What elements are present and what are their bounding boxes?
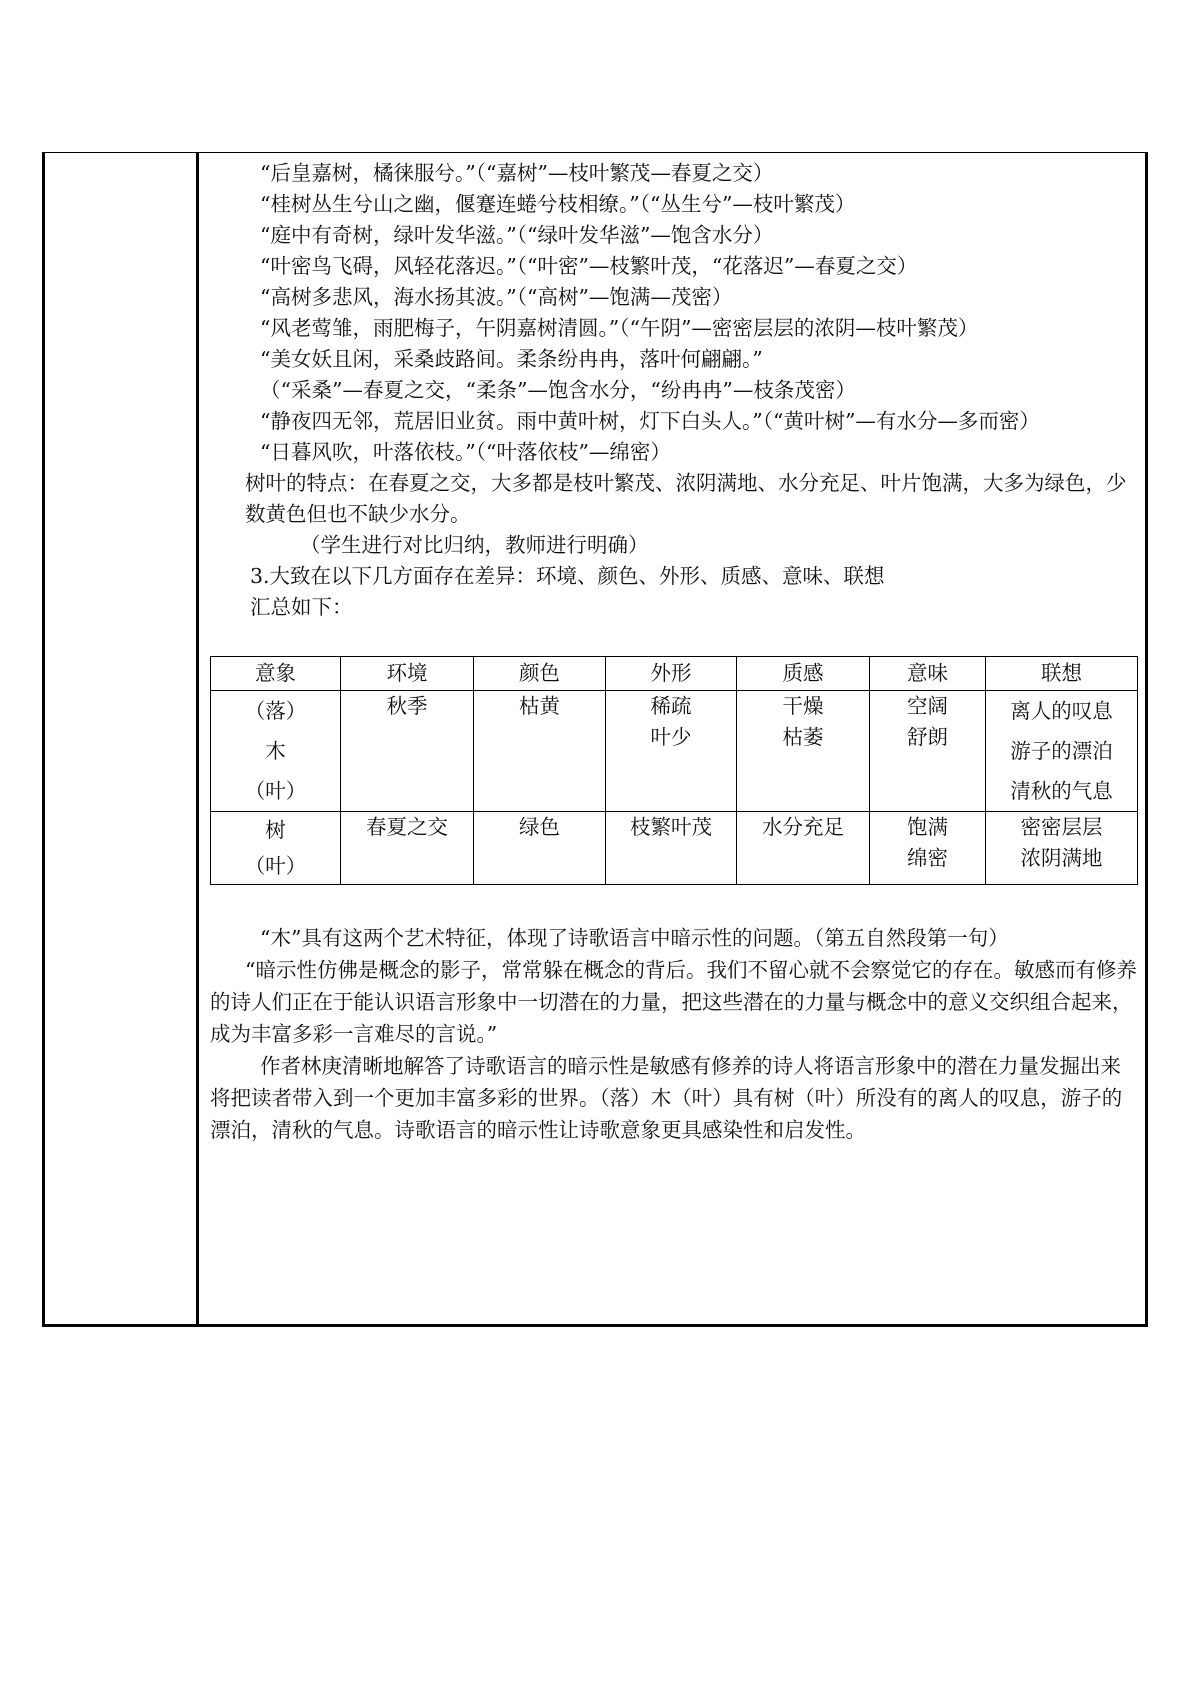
cell-line: 枯萎: [782, 725, 824, 749]
color-cell: 枯黄: [474, 691, 606, 812]
table-header: 联想: [986, 657, 1138, 691]
table-header: 意象: [211, 657, 341, 691]
color-cell: 绿色: [474, 812, 606, 885]
image-cell: [211, 812, 341, 885]
table-row: [211, 691, 1138, 812]
point-3: 3.大致在以下几方面存在差异：环境、颜色、外形、质感、意味、联想: [250, 564, 885, 588]
shape-cell: [606, 691, 737, 812]
summary-intro: 汇总如下：: [250, 595, 353, 619]
cell-line: 叶少: [650, 725, 692, 749]
column-divider: [196, 152, 199, 1327]
table-header: 意味: [870, 657, 986, 691]
poem-examples: [210, 158, 1140, 623]
cell-line: 清秋的气息: [1010, 779, 1113, 803]
meaning-cell: [870, 812, 986, 885]
cell-line: 离人的叹息: [1010, 699, 1113, 723]
cell-line: 绵密: [907, 846, 948, 870]
table-header-row: [211, 657, 1138, 691]
quote-paragraph: “暗示性仿佛是概念的影子，常常躲在概念的背后。我们不留心就不会察觉它的存在。敏感而有修养的诗人们正在于能认识语言形象中一切潜在的力量，把这些潜在的力量与概念中的意义交织组合起来，成为丰富多彩一言难尽的言说。”: [210, 958, 1137, 1046]
texture-cell: 水分充足: [737, 812, 870, 885]
poem-line: “后皇嘉树，橘徕服兮。”（“嘉树”—枝叶繁茂—春夏之交）: [260, 161, 774, 185]
cell-line: 稀疏: [650, 694, 692, 718]
cell-line: （叶）: [244, 854, 307, 878]
cell-line: 游子的漂泊: [1010, 739, 1113, 763]
cell-line: 密密层层: [1020, 815, 1103, 839]
association-cell: [986, 691, 1138, 812]
table-header: 外形: [606, 657, 737, 691]
table-header: 质感: [737, 657, 870, 691]
poem-line: “叶密鸟飞碍，风轻花落迟。”（“叶密”—枝繁叶茂，“花落迟”—春夏之交）: [260, 254, 918, 278]
cell-line: （落）: [244, 699, 307, 723]
poem-line: “静夜四无邻，荒居旧业贫。雨中黄叶树，灯下白头人。”（“黄叶树”—有水分—多而密）: [260, 409, 1040, 433]
shape-cell: 枝繁叶茂: [606, 812, 737, 885]
cell-line: 干燥: [782, 694, 824, 718]
table-header: 环境: [341, 657, 474, 691]
table-row: [211, 812, 1138, 885]
conclusion-line: “木”具有这两个艺术特征，体现了诗歌语言中暗示性的问题。（第五自然段第一句）: [260, 926, 1009, 950]
cell-line: 树: [265, 818, 286, 842]
poem-line: “风老莺雏，雨肥梅子，午阴嘉树清圆。”（“午阴”—密密层层的浓阴—枝叶繁茂）: [260, 316, 979, 340]
leaf-features: 树叶的特点：在春夏之交，大多都是枝叶繁茂、浓阴满地、水分充足、叶片饱满，大多为绿色，少数黄色但也不缺少水分。: [245, 471, 1127, 526]
cell-line: 浓阴满地: [1020, 846, 1103, 870]
poem-line: “日暮风吹，叶落依枝。”（“叶落依枝”—绵密）: [260, 440, 671, 464]
environment-cell: 秋季: [341, 691, 474, 812]
student-note: （学生进行对比归纳，教师进行明确）: [300, 533, 649, 557]
texture-cell: [737, 691, 870, 812]
cell-line: （叶）: [244, 779, 307, 803]
environment-cell: 春夏之交: [341, 812, 474, 885]
poem-line: （“采桑”—春夏之交，“柔条”—饱含水分，“纷冉冉”—枝条茂密）: [260, 378, 856, 402]
conclusion-paragraph: 作者林庚清晰地解答了诗歌语言的暗示性是敏感有修养的诗人将语言形象中的潜在力量发掘出来将把读者带入到一个更加丰富多彩的世界。（落）木（叶）具有树（叶）所没有的离人的叹息，游子的漂泊，清秋的气息。诗歌语言的暗示性让诗歌意象更具感染性和启发性。: [210, 1054, 1123, 1142]
cell-line: 空阔: [907, 694, 948, 718]
poem-line: “美女妖且闲，采桑歧路间。柔条纷冉冉，落叶何翩翩。”: [260, 347, 763, 371]
cell-line: 舒朗: [907, 725, 948, 749]
comparison-table: [210, 656, 1138, 885]
meaning-cell: [870, 691, 986, 812]
cell-line: 木: [265, 739, 286, 763]
poem-line: “庭中有奇树，绿叶发华滋。”（“绿叶发华滋”—饱含水分）: [260, 223, 774, 247]
cell-line: 饱满: [907, 815, 948, 839]
table-header: 颜色: [474, 657, 606, 691]
conclusion-section: [210, 922, 1140, 1146]
poem-line: “桂树丛生兮山之幽，偃蹇连蜷兮枝相缭。”（“丛生兮”—枝叶繁茂）: [260, 192, 856, 216]
image-cell: [211, 691, 341, 812]
association-cell: [986, 812, 1138, 885]
poem-line: “高树多悲风，海水扬其波。”（“高树”—饱满—茂密）: [260, 285, 733, 309]
